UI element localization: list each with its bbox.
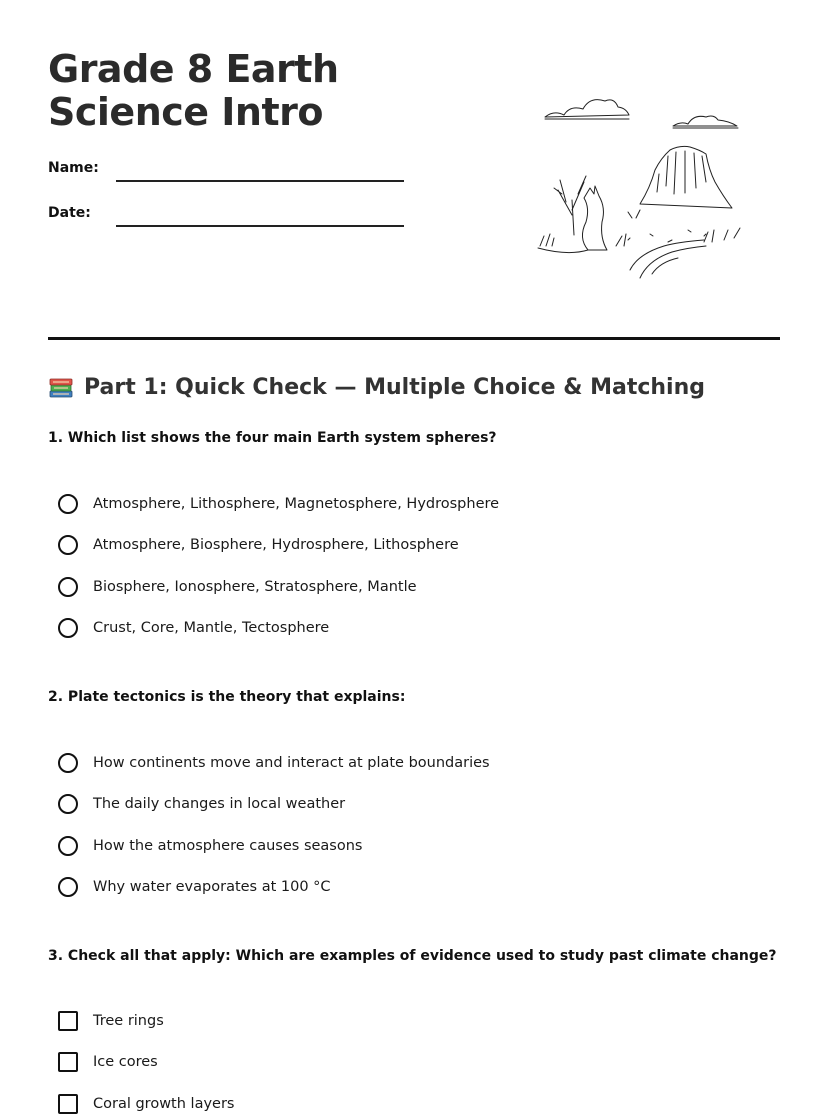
name-label: Name: [48,160,99,176]
q2-option-4[interactable] [58,875,331,899]
option-label: Atmosphere, Lithosphere, Magnetosphere, Hydrosphere [93,496,500,512]
option-label: The daily changes in local weather [93,796,346,812]
worksheet-title: Grade 8 Earth Science Intro [48,47,339,134]
radio-button[interactable] [58,618,78,638]
radio-button[interactable] [58,753,78,773]
date-field[interactable] [116,225,404,227]
checkbox[interactable] [58,1094,78,1114]
cloud-left [545,100,629,117]
section-divider [48,337,780,340]
landscape-illustration [528,90,758,280]
rock-mountain [640,146,732,208]
option-label: Ice cores [93,1054,158,1070]
radio-button[interactable] [58,794,78,814]
checkbox[interactable] [58,1052,78,1072]
section-header [48,374,705,400]
option-label: Why water evaporates at 100 °C [93,879,331,895]
option-label: Coral growth layers [93,1096,235,1112]
q3-option-2[interactable] [58,1050,158,1074]
q3-option-3[interactable] [58,1092,234,1116]
option-label: Tree rings [93,1013,164,1029]
question-2: 2. Plate tectonics is the theory that explains: [48,689,406,705]
q2-option-3[interactable] [58,834,362,858]
q1-option-1[interactable] [58,492,499,516]
q1-option-2[interactable] [58,533,459,557]
grass [540,210,740,246]
dry-tree [554,176,586,235]
river [630,240,706,278]
option-label: Crust, Core, Mantle, Tectosphere [93,620,330,636]
q2-option-1[interactable] [58,751,490,775]
radio-button[interactable] [58,494,78,514]
radio-button[interactable] [58,877,78,897]
books-icon [48,374,74,400]
option-label: How continents move and interact at plate boundaries [93,755,490,771]
q1-option-3[interactable] [58,575,417,599]
q2-option-2[interactable] [58,792,345,816]
question-3: 3. Check all that apply: Which are examples of evidence used to study past climate change? [48,948,777,964]
date-label: Date: [48,205,91,221]
radio-button[interactable] [58,836,78,856]
option-label: How the atmosphere causes seasons [93,838,363,854]
cloud-right [673,116,737,126]
name-field[interactable] [116,180,404,182]
section-title: Part 1: Quick Check — Multiple Choice & Matching [84,374,705,400]
checkbox[interactable] [58,1011,78,1031]
radio-button[interactable] [58,577,78,597]
question-1: 1. Which list shows the four main Earth system spheres? [48,430,497,446]
q1-option-4[interactable] [58,616,329,640]
option-label: Atmosphere, Biosphere, Hydrosphere, Lithosphere [93,537,459,553]
option-label: Biosphere, Ionosphere, Stratosphere, Mantle [93,579,417,595]
radio-button[interactable] [58,535,78,555]
kangaroo [582,186,607,250]
q3-option-1[interactable] [58,1009,164,1033]
